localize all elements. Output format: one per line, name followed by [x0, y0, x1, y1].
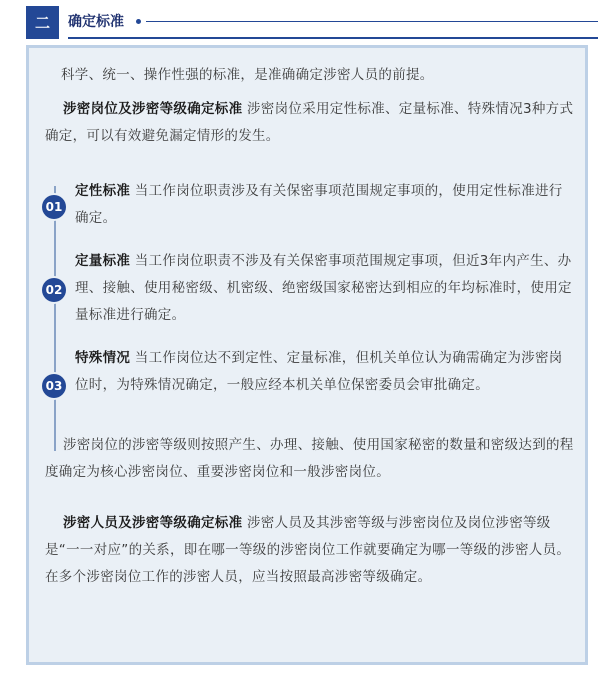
person-rule-text: 涉密人员及其涉密等级与涉密岗位及岗位涉密等级是“一一对应”的关系，即在哪一等级的涉密岗位工作就要确定为哪一等级的涉密人员。在多个涉密岗位工作的涉密人员，应当按照最高涉密等级确定。	[45, 515, 571, 585]
timeline-line	[54, 186, 56, 451]
post-rule-text: 涉密岗位采用定性标准、定量标准、特殊情况3种方式确定，可以有效避免漏定情形的发生。	[45, 101, 574, 144]
item-number-badge: 01	[42, 195, 66, 219]
person-rule-lead: 涉密人员及涉密等级确定标准	[63, 515, 243, 531]
title-rule	[146, 21, 598, 22]
post-rule-paragraph	[45, 96, 575, 150]
post-rule-lead: 涉密岗位及涉密等级确定标准	[63, 101, 243, 117]
content-panel	[26, 45, 588, 665]
item-number-badge: 03	[42, 374, 66, 398]
item-paragraph	[75, 345, 575, 399]
grade-paragraph: 涉密岗位的涉密等级则按照产生、办理、接触、使用国家秘密的数量和密级达到的程度确定为核心涉密岗位、重要涉密岗位和一般涉密岗位。	[45, 437, 574, 480]
item-lead: 定性标准	[75, 183, 131, 199]
section-title: 确定标准	[68, 14, 124, 30]
title-dot	[136, 19, 141, 24]
item-lead: 特殊情况	[75, 350, 131, 366]
item-text: 当工作岗位达不到定性、定量标准，但机关单位认为确需确定为涉密岗位时，为特殊情况确定，一般应经本机关单位保密委员会审批确定。	[75, 350, 563, 393]
section-number-badge: 二	[26, 6, 59, 39]
item-paragraph	[75, 178, 575, 232]
title-underline	[68, 37, 598, 39]
intro-paragraph: 科学、统一、操作性强的标准，是准确确定涉密人员的前提。	[61, 67, 434, 83]
item-lead: 定量标准	[75, 253, 131, 269]
section-header	[26, 6, 598, 40]
item-paragraph	[75, 248, 575, 329]
person-rule-paragraph	[45, 510, 575, 591]
item-number-badge: 02	[42, 278, 66, 302]
item-text: 当工作岗位职责涉及有关保密事项范围规定事项的，使用定性标准进行确定。	[75, 183, 563, 226]
item-text: 当工作岗位职责不涉及有关保密事项范围规定事项，但近3年内产生、办理、接触、使用秘密级、机密级、绝密级国家秘密达到相应的年均标准时，使用定量标准进行确定。	[75, 253, 572, 323]
